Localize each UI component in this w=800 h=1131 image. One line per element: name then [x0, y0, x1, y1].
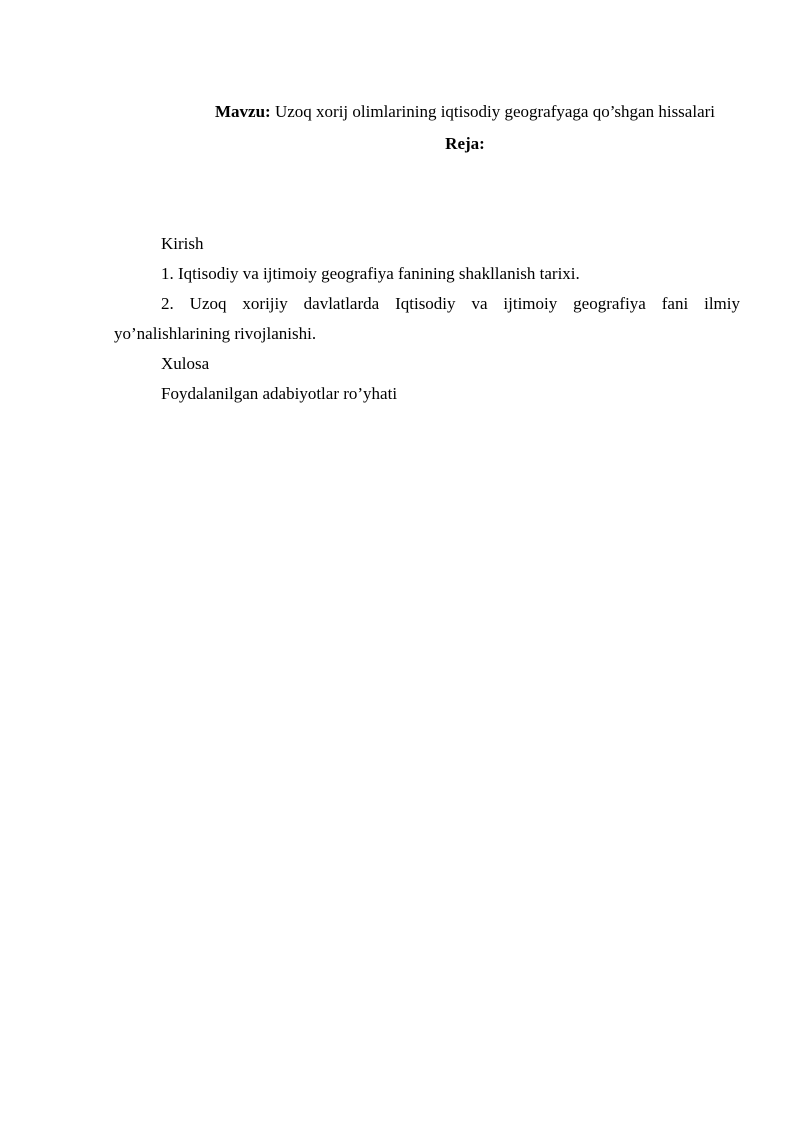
plan-heading: Reja: — [445, 134, 485, 153]
plan-item-2: 2. Uzoq xorijiy davlatlarda Iqtisodiy va ijtimoiy geografiya fani ilmiy yo’nalishlarining rivojlanishi. — [114, 294, 740, 343]
plan-item-introduction: Kirish — [161, 234, 204, 253]
plan-item-references: Foydalanilgan adabiyotlar ro’yhati — [161, 384, 398, 403]
plan-item-conclusion: Xulosa — [161, 354, 210, 373]
topic-text: Uzoq xorij olimlarining iqtisodiy geografyaga qo’shgan hissalari — [274, 102, 715, 121]
topic-label: Mavzu: — [215, 102, 271, 121]
plan-item-1: 1. Iqtisodiy va ijtimoiy geografiya fanining shakllanish tarixi. — [161, 264, 580, 283]
topic-line — [150, 100, 780, 124]
plan-list — [114, 229, 740, 409]
